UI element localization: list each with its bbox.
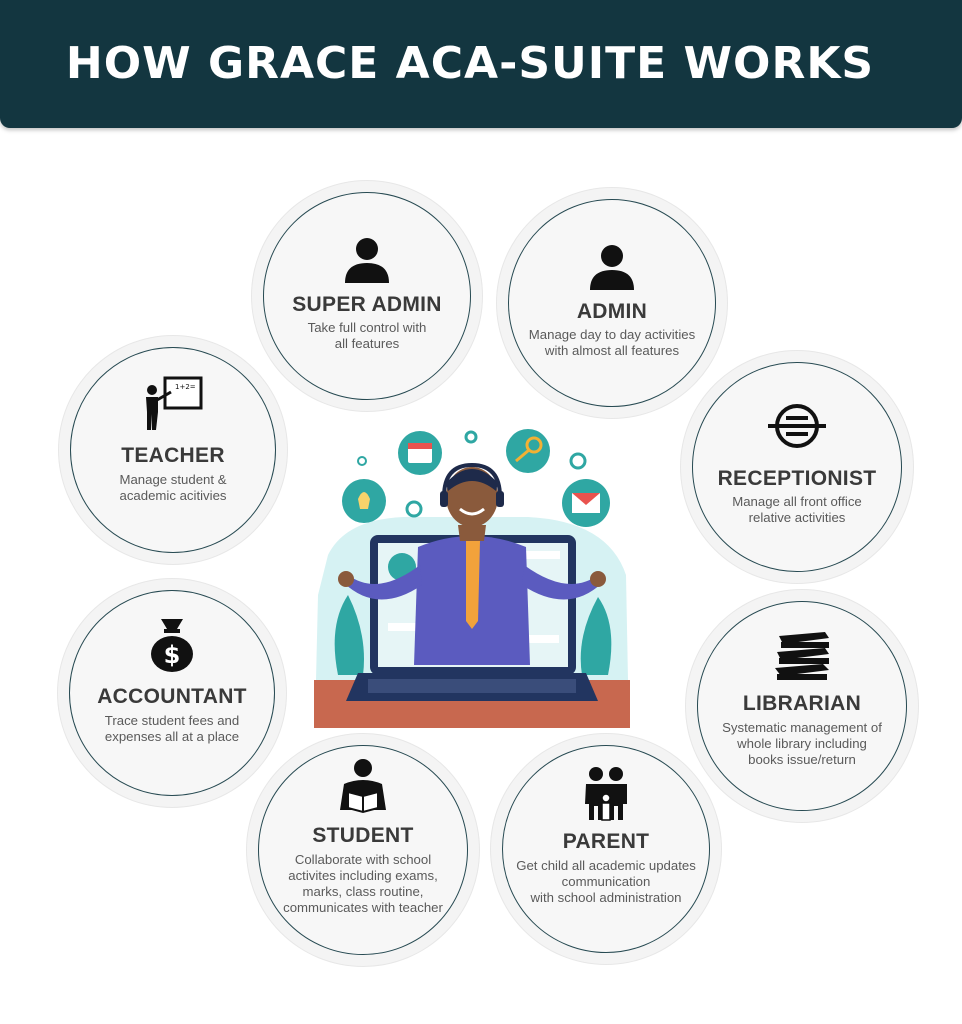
role-description [701, 494, 893, 526]
role-title: ADMIN [576, 300, 648, 323]
role-description [267, 852, 459, 916]
role-title: LIBRARIAN [742, 692, 862, 715]
description-line: Get child all academic updates [516, 858, 696, 873]
role-student [258, 745, 468, 955]
role-description [79, 472, 267, 504]
reception-bell-icon [766, 401, 828, 451]
reading-student-icon [334, 758, 392, 814]
role-title: ACCOUNTANT [97, 685, 247, 708]
role-title: RECEPTIONIST [717, 467, 877, 490]
teacher-board-icon [143, 376, 203, 432]
role-description [272, 320, 462, 352]
description-line: Collaborate with school [294, 852, 432, 867]
description-line: with almost all features [544, 343, 680, 358]
role-description [517, 327, 707, 359]
role-receptionist [692, 362, 902, 572]
role-admin [508, 199, 716, 407]
role-description [78, 713, 266, 745]
support-agent-illustration [308, 425, 634, 735]
person-icon [588, 244, 636, 290]
role-librarian [697, 601, 907, 811]
svg-text:1+2=: 1+2= [175, 383, 196, 391]
description-line: Manage day to day activities [528, 327, 696, 342]
role-accountant [69, 590, 275, 796]
role-title: STUDENT [312, 824, 414, 847]
money-bag-icon [149, 617, 195, 673]
description-line: Manage all front office [732, 494, 862, 509]
person-icon [343, 237, 391, 283]
description-line: expenses all at a place [104, 729, 240, 744]
description-line: communicates with teacher [283, 900, 443, 915]
description-line: Systematic management of [722, 720, 882, 735]
role-parent [502, 745, 710, 953]
description-line: communication [561, 874, 651, 889]
role-title: TEACHER [121, 444, 225, 467]
header-banner [0, 0, 962, 128]
role-super-admin [263, 192, 471, 400]
description-line: Trace student fees and [104, 713, 240, 728]
description-line: with school administration [530, 890, 682, 905]
description-line: Manage student & [119, 472, 227, 487]
role-title: PARENT [562, 830, 650, 853]
books-icon [771, 630, 833, 682]
description-line: marks, class routine, [302, 884, 424, 899]
svg-text:$: $ [163, 641, 181, 669]
page-title: HOW GRACE ACA-SUITE WORKS [65, 38, 875, 89]
role-description [511, 858, 701, 906]
description-line: all features [334, 336, 400, 351]
role-description [706, 720, 898, 768]
family-icon [581, 766, 631, 822]
description-line: books issue/return [748, 752, 856, 767]
description-line: Take full control with [307, 320, 427, 335]
role-title: SUPER ADMIN [292, 293, 442, 316]
description-line: academic acitivies [119, 488, 227, 503]
role-teacher [70, 347, 276, 553]
description-line: whole library including [737, 736, 867, 751]
description-line: relative activities [748, 510, 846, 525]
description-line: activites including exams, [288, 868, 438, 883]
